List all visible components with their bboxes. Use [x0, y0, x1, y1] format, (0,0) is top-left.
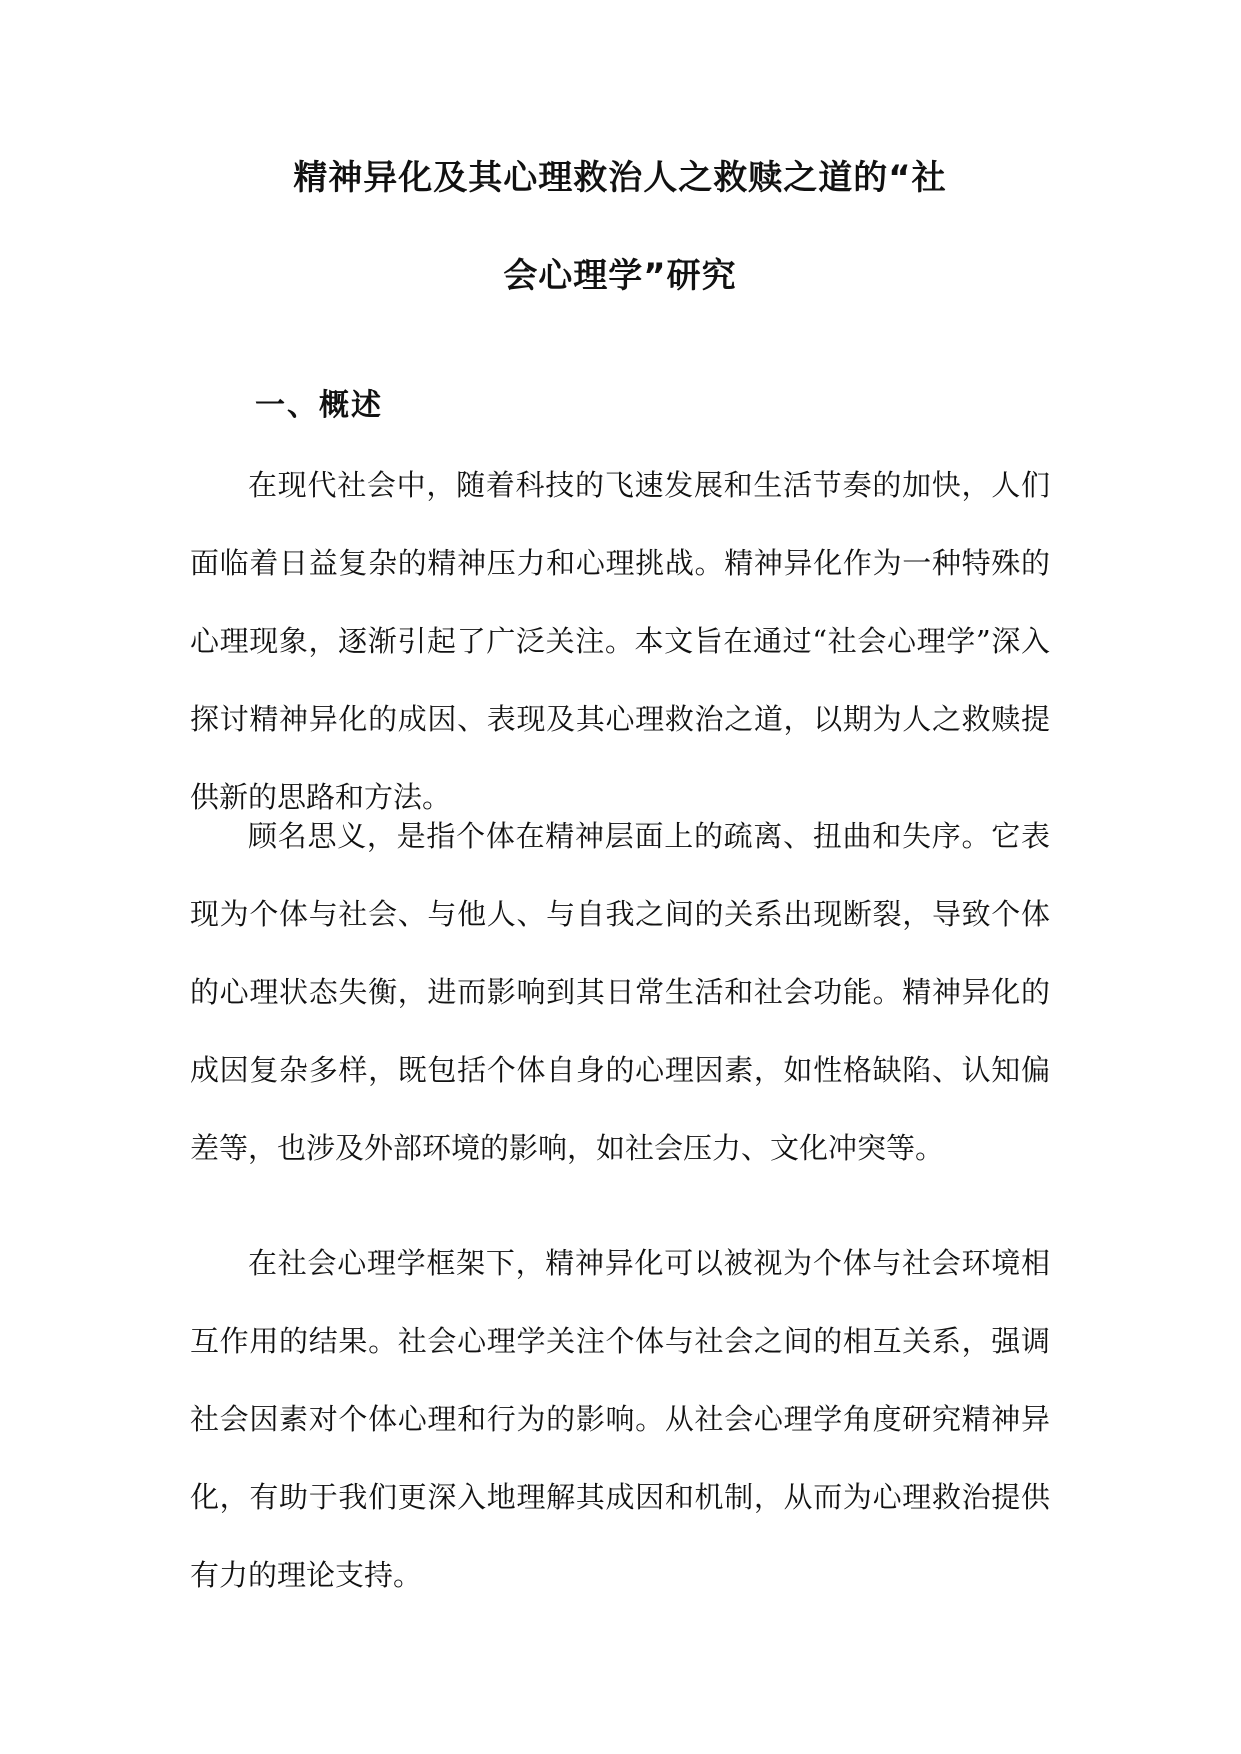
document-title-line-2: 会心理学”研究 [503, 256, 737, 296]
section-heading: 一、概述 [255, 388, 383, 423]
paragraph-1: 在现代社会中，随着科技的飞速发展和生活节奏的加快，人们面临着日益复杂的精神压力和心理挑战。精神异化作为一种特殊的心理现象，逐渐引起了广泛关注。本文旨在通过“社会心理学”深入探讨精神异化的成因、表现及其心理救治之道，以期为人之救赎提供新的思路和方法。 [190, 468, 1050, 814]
paragraph-3: 在社会心理学框架下，精神异化可以被视为个体与社会环境相互作用的结果。社会心理学关注个体与社会之间的相互关系，强调社会因素对个体心理和行为的影响。从社会心理学角度研究精神异化，有助于我们更深入地理解其成因和机制，从而为心理救治提供有力的理论支持。 [190, 1246, 1050, 1592]
document-title-line-1: 精神异化及其心理救治人之救赎之道的“社 [293, 158, 947, 198]
paragraph-2: 顾名思义，是指个体在精神层面上的疏离、扭曲和失序。它表现为个体与社会、与他人、与自我之间的关系出现断裂，导致个体的心理状态失衡，进而影响到其日常生活和社会功能。精神异化的成因复杂多样，既包括个体自身的心理因素，如性格缺陷、认知偏差等，也涉及外部环境的影响，如社会压力、文化冲突等。 [190, 819, 1050, 1165]
